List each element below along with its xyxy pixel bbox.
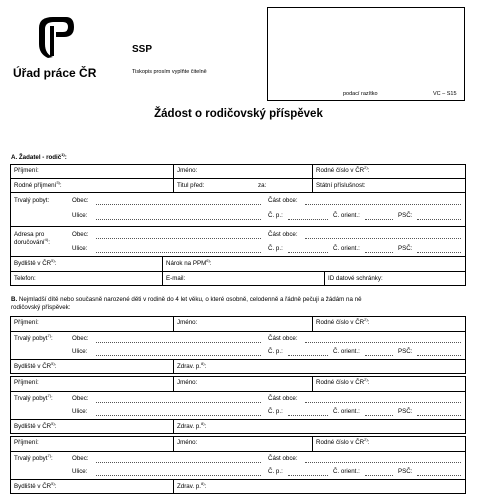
b3-residence-label: Trvalý pobyt$^{7)}$: xyxy=(14,453,53,463)
a-cast-obce-label: Část obce: xyxy=(268,197,298,204)
b1-obec-label: Obec: xyxy=(72,335,89,342)
org-name: Úřad práce ČR xyxy=(13,66,97,80)
a-d-ulice-field[interactable] xyxy=(96,252,261,253)
a-d-cp-label: Č. p.: xyxy=(268,245,283,252)
b2-zdrav-label: Zdrav. p.$^{8)}$: xyxy=(177,421,207,431)
a-d-obec-field[interactable] xyxy=(96,238,261,239)
b1-bydliste-label: Bydliště v ČR$^{5)}$: xyxy=(14,361,57,371)
fill-instruction: Tiskopis prosím vyplňte čitelně xyxy=(132,69,207,75)
child-block-1 xyxy=(10,316,466,374)
b2-psc-field[interactable] xyxy=(417,415,461,416)
b3-co-field[interactable] xyxy=(365,475,393,476)
b2-surname-label: Příjmení: xyxy=(14,379,39,386)
b3-cp-field[interactable] xyxy=(288,475,328,476)
section-a-table xyxy=(10,164,466,286)
a-d-psc-field[interactable] xyxy=(417,252,461,253)
a-email-label: E-mail: xyxy=(166,275,186,282)
a-phone-label: Telefon: xyxy=(14,275,36,282)
b1-obec-field[interactable] xyxy=(96,342,261,343)
a-obec-field[interactable] xyxy=(96,204,261,205)
b3-cp-label: Č. p.: xyxy=(268,468,283,475)
b3-ulice-label: Ulice: xyxy=(72,468,88,475)
b2-psc-label: PSČ: xyxy=(398,408,413,415)
b3-obec-label: Obec: xyxy=(72,455,89,462)
b3-cast-obce-label: Část obce: xyxy=(268,455,298,462)
child-block-2 xyxy=(10,376,466,434)
a-d-ulice-label: Ulice: xyxy=(72,245,88,252)
b2-obec-label: Obec: xyxy=(72,395,89,402)
b3-psc-label: PSČ: xyxy=(398,468,413,475)
b1-cp-field[interactable] xyxy=(288,355,328,356)
b1-cast-obce-field[interactable] xyxy=(305,342,461,343)
b3-co-label: Č. orient.: xyxy=(333,468,360,475)
a-ppm-label: Nárok na PPM$^{6)}$: xyxy=(166,258,212,268)
a-bydliste-label: Bydliště v ČR$^{5)}$: xyxy=(14,258,57,268)
a-maiden-label: Rodné příjmení$^{3)}$: xyxy=(14,180,62,190)
a-birthno-label: Rodné číslo v ČR$^{2)}$: xyxy=(316,165,370,175)
b2-co-field[interactable] xyxy=(365,415,393,416)
a-citizenship-label: Státní příslušnost: xyxy=(316,182,366,189)
a-obec-label: Obec: xyxy=(72,197,89,204)
a-d-psc-label: PSČ: xyxy=(398,245,413,252)
b2-cast-obce-field[interactable] xyxy=(305,402,461,403)
a-surname-label: Příjmení: xyxy=(14,167,39,174)
b1-residence-label: Trvalý pobyt$^{7)}$: xyxy=(14,333,53,343)
a-d-obec-label: Obec: xyxy=(72,231,89,238)
b1-cast-obce-label: Část obce: xyxy=(268,335,298,342)
form-code-title: SSP xyxy=(132,44,153,55)
b2-birthno-label: Rodné číslo v ČR$^{2)}$: xyxy=(316,377,370,387)
b1-psc-field[interactable] xyxy=(417,355,461,356)
b3-surname-label: Příjmení: xyxy=(14,439,39,446)
b2-residence-label: Trvalý pobyt$^{7)}$: xyxy=(14,393,53,403)
b1-co-label: Č. orient.: xyxy=(333,348,360,355)
section-a-heading: A. Žadatel - rodič$^{1)}$: xyxy=(11,152,67,162)
stamp-label: podací razítko xyxy=(343,91,378,97)
b3-zdrav-label: Zdrav. p.$^{8)}$: xyxy=(177,481,207,491)
a-d-co-label: Č. orient.: xyxy=(333,245,360,252)
b2-co-label: Č. orient.: xyxy=(333,408,360,415)
b3-birthno-label: Rodné číslo v ČR$^{2)}$: xyxy=(316,437,370,447)
section-b-heading-text: Nejmladší dítě nebo současně narozené děti v rodině do 4 let věku, o které osobně, celodenně a řádně pečuji a žádám na ně xyxy=(17,296,362,303)
a-databox-label: ID datové schránky: xyxy=(328,275,383,282)
b1-name-label: Jméno: xyxy=(177,319,198,326)
a-d-cast-obce-label: Část obce: xyxy=(268,231,298,238)
a-co-label: Č. orient.: xyxy=(333,212,360,219)
b2-bydliste-label: Bydliště v ČR$^{5)}$: xyxy=(14,421,57,431)
stamp-box xyxy=(267,7,465,101)
a-d-cp-field[interactable] xyxy=(288,252,328,253)
b2-name-label: Jméno: xyxy=(177,379,198,386)
a-title-before-label: Titul před: xyxy=(177,182,205,189)
form-code: VC – S15 xyxy=(433,91,457,97)
a-d-cast-obce-field[interactable] xyxy=(305,238,461,239)
b2-ulice-label: Ulice: xyxy=(72,408,88,415)
b2-ulice-field[interactable] xyxy=(96,415,261,416)
b3-obec-field[interactable] xyxy=(96,462,261,463)
logo xyxy=(36,14,76,60)
a-cp-label: Č. p.: xyxy=(268,212,283,219)
a-cast-obce-field[interactable] xyxy=(305,204,461,205)
logo-icon xyxy=(36,14,76,60)
b1-cp-label: Č. p.: xyxy=(268,348,283,355)
b1-birthno-label: Rodné číslo v ČR$^{2)}$: xyxy=(316,317,370,327)
a-d-co-field[interactable] xyxy=(365,252,393,253)
a-ulice-field[interactable] xyxy=(96,219,261,220)
a-title-after-label: za: xyxy=(258,182,267,189)
a-psc-label: PSČ: xyxy=(398,212,413,219)
page-title: Žádost o rodičovský příspěvek xyxy=(154,108,323,120)
a-psc-field[interactable] xyxy=(417,219,461,220)
a-delivery-label: Adresa pro doručování$^{4)}$: xyxy=(14,231,50,246)
b1-psc-label: PSČ: xyxy=(398,348,413,355)
b3-psc-field[interactable] xyxy=(417,475,461,476)
section-b-heading: B. Nejmladší dítě nebo současně narozené děti v rodině do 4 let věku, o které osobně, celodenně a řádně pečuji a žádám na ně rodičovský příspěvek: xyxy=(11,296,362,312)
a-co-field[interactable] xyxy=(365,219,393,220)
b3-ulice-field[interactable] xyxy=(96,475,261,476)
b3-name-label: Jméno: xyxy=(177,439,198,446)
b3-bydliste-label: Bydliště v ČR$^{5)}$: xyxy=(14,481,57,491)
b1-ulice-label: Ulice: xyxy=(72,348,88,355)
b1-co-field[interactable] xyxy=(365,355,393,356)
b2-cp-label: Č. p.: xyxy=(268,408,283,415)
b1-ulice-field[interactable] xyxy=(96,355,261,356)
a-residence-label: Trvalý pobyt: xyxy=(14,197,50,204)
a-cp-field[interactable] xyxy=(288,219,328,220)
a-ulice-label: Ulice: xyxy=(72,212,88,219)
b2-cp-field[interactable] xyxy=(288,415,328,416)
b2-obec-field[interactable] xyxy=(96,402,261,403)
b3-cast-obce-field[interactable] xyxy=(305,462,461,463)
b1-zdrav-label: Zdrav. p.$^{8)}$: xyxy=(177,361,207,371)
b2-cast-obce-label: Část obce: xyxy=(268,395,298,402)
a-name-label: Jméno: xyxy=(177,167,198,174)
child-block-3 xyxy=(10,436,466,494)
b1-surname-label: Příjmení: xyxy=(14,319,39,326)
